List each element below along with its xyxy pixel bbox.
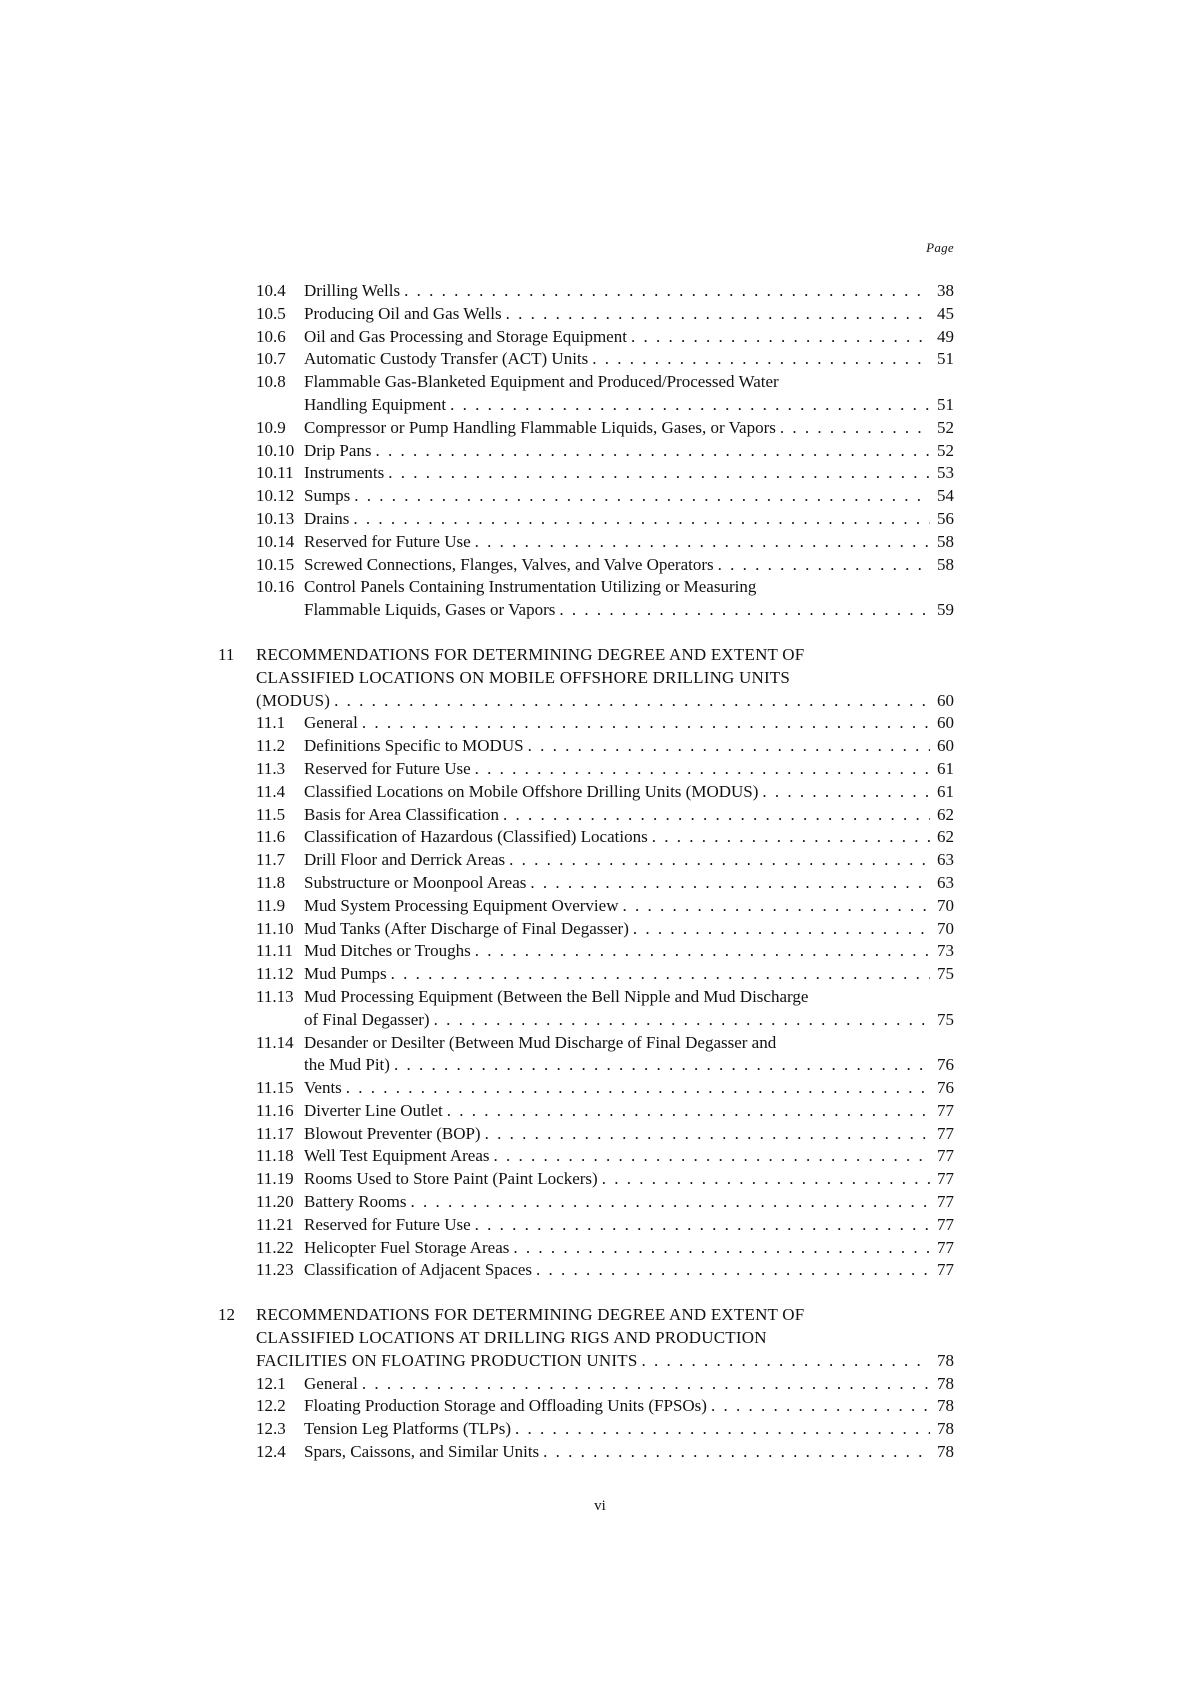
page-ref: 78 — [937, 1350, 954, 1370]
entry-title: Mud Tanks (After Discharge of Final Degasser) — [304, 918, 629, 938]
toc-entry-row[interactable] — [256, 1441, 954, 1464]
dot-leader — [354, 485, 930, 508]
page-ref: 61 — [937, 758, 954, 778]
toc-entry-row[interactable] — [256, 348, 954, 371]
entry-title: Reserved for Future Use — [304, 758, 471, 778]
section-title: CLASSIFIED LOCATIONS ON MOBILE OFFSHORE DRILLING UNITS — [256, 667, 791, 687]
toc-section-row[interactable] — [256, 667, 954, 690]
entry-number: 11.5 — [256, 804, 286, 824]
entry-title: Floating Production Storage and Offloading Units (FPSOs) — [304, 1396, 707, 1416]
page-number: vi — [594, 1498, 606, 1514]
entry-number: 11.23 — [256, 1260, 294, 1280]
entry-number: 11.8 — [256, 872, 286, 892]
toc-entry-row[interactable] — [256, 1100, 954, 1123]
toc-entry-row[interactable] — [256, 599, 954, 622]
dot-leader — [376, 440, 930, 463]
dot-leader — [353, 508, 930, 531]
entry-title: Drill Floor and Derrick Areas — [304, 850, 506, 870]
section-number: 12 — [218, 1305, 235, 1325]
entry-title: Vents — [304, 1078, 342, 1098]
entry-title: Compressor or Pump Handling Flammable Liquids, Gases, or Vapors — [304, 417, 776, 437]
toc-entry-row[interactable] — [256, 1237, 954, 1260]
dot-leader — [509, 849, 930, 872]
toc-entry-row[interactable] — [256, 371, 954, 394]
entry-number: 11.11 — [256, 941, 293, 961]
toc-entry-row[interactable] — [256, 1009, 954, 1032]
entry-title: Definitions Specific to MODUS — [304, 736, 524, 756]
page-ref: 77 — [937, 1146, 954, 1166]
dot-leader — [334, 690, 930, 713]
toc-entry-row[interactable] — [256, 1259, 954, 1282]
entry-number: 10.11 — [256, 463, 294, 483]
dot-leader — [515, 1418, 930, 1441]
page-ref: 78 — [937, 1419, 954, 1439]
entry-number: 11.7 — [256, 850, 286, 870]
toc-entry-row[interactable] — [256, 781, 954, 804]
entry-title: Rooms Used to Store Paint (Paint Lockers) — [304, 1169, 598, 1189]
page-ref: 77 — [937, 1192, 954, 1212]
entry-title: Flammable Gas-Blanketed Equipment and Produced/Processed Water — [304, 372, 779, 392]
dot-leader — [513, 1237, 930, 1260]
page-ref: 52 — [937, 440, 954, 460]
dot-leader — [528, 735, 930, 758]
entry-title: Drains — [304, 508, 350, 528]
table-of-contents — [218, 280, 954, 1464]
dot-leader — [475, 531, 930, 554]
dot-leader — [475, 758, 930, 781]
entry-title: Classified Locations on Mobile Offshore Drilling Units (MODUS) — [304, 781, 759, 801]
toc-entry-row[interactable] — [256, 804, 954, 827]
page-ref: 51 — [937, 394, 954, 414]
page-ref: 56 — [937, 508, 954, 528]
dot-leader — [762, 781, 930, 804]
section-title: FACILITIES ON FLOATING PRODUCTION UNITS — [256, 1350, 638, 1370]
section-title: CLASSIFIED LOCATIONS AT DRILLING RIGS AND PRODUCTION — [256, 1328, 767, 1348]
dot-leader — [434, 1009, 930, 1032]
toc-entry-row[interactable] — [256, 963, 954, 986]
page-ref: 75 — [937, 1009, 954, 1029]
entry-number: 11.2 — [256, 736, 286, 756]
dot-leader — [503, 804, 930, 827]
dot-leader — [530, 872, 930, 895]
toc-entry-row[interactable] — [256, 1054, 954, 1077]
toc-entry-row[interactable] — [256, 735, 954, 758]
page-ref: 52 — [937, 417, 954, 437]
toc-entry-row[interactable] — [256, 1191, 954, 1214]
page-ref: 63 — [937, 872, 954, 892]
page-ref: 58 — [937, 531, 954, 551]
toc-entry-row[interactable] — [256, 554, 954, 577]
entry-title: Drip Pans — [304, 440, 372, 460]
page-ref: 77 — [937, 1123, 954, 1143]
dot-leader — [475, 940, 930, 963]
toc-section-row[interactable] — [218, 1304, 954, 1327]
entry-title: Battery Rooms — [304, 1192, 407, 1212]
toc-entry-row[interactable] — [256, 918, 954, 941]
entry-title: Desander or Desilter (Between Mud Discharge of Final Degasser and — [304, 1032, 777, 1052]
toc-entry-row[interactable] — [256, 508, 954, 531]
entry-number: 12.2 — [256, 1396, 286, 1416]
entry-number: 11.17 — [256, 1123, 294, 1143]
toc-entry-row[interactable] — [256, 576, 954, 599]
toc-entry-row[interactable] — [256, 326, 954, 349]
dot-leader — [346, 1077, 930, 1100]
entry-number: 10.13 — [256, 508, 295, 528]
toc-entry-row[interactable] — [256, 895, 954, 918]
entry-number: 10.14 — [256, 531, 295, 551]
dot-leader — [536, 1259, 930, 1282]
entry-number: 11.14 — [256, 1032, 294, 1052]
entry-number: 11.3 — [256, 758, 286, 778]
entry-title: Automatic Custody Transfer (ACT) Units — [304, 349, 589, 369]
dot-leader — [506, 303, 930, 326]
dot-leader — [543, 1441, 930, 1464]
entry-number: 11.6 — [256, 827, 286, 847]
toc-entry-row[interactable] — [256, 872, 954, 895]
entry-number: 12.4 — [256, 1442, 286, 1462]
toc-entry-row[interactable] — [256, 1395, 954, 1418]
entry-number: 11.16 — [256, 1100, 294, 1120]
dot-leader — [494, 1145, 930, 1168]
page-ref: 58 — [937, 554, 954, 574]
dot-leader — [652, 826, 930, 849]
toc-section-row[interactable] — [218, 644, 954, 667]
entry-title: Helicopter Fuel Storage Areas — [304, 1237, 510, 1257]
dot-leader — [388, 462, 930, 485]
page-ref: 49 — [937, 326, 954, 346]
page-ref: 45 — [937, 303, 954, 323]
toc-entry-row[interactable] — [256, 531, 954, 554]
section-title: RECOMMENDATIONS FOR DETERMINING DEGREE AND EXTENT OF — [256, 1305, 805, 1325]
entry-number: 10.4 — [256, 281, 286, 300]
entry-title: Drilling Wells — [304, 281, 401, 300]
entry-title: Handling Equipment — [304, 394, 447, 414]
toc-entry-row[interactable] — [256, 394, 954, 417]
dot-leader — [475, 1214, 930, 1237]
page-ref: 73 — [937, 941, 954, 961]
section-number: 11 — [218, 644, 235, 664]
page-ref: 38 — [937, 281, 954, 300]
entry-number: 11.20 — [256, 1192, 294, 1212]
section-title: (MODUS) — [256, 690, 331, 710]
dot-leader — [718, 554, 930, 577]
entry-title: Tension Leg Platforms (TLPs) — [304, 1419, 512, 1439]
dot-leader — [711, 1395, 930, 1418]
toc-entry-row[interactable] — [256, 849, 954, 872]
dot-leader — [631, 326, 930, 349]
page-ref: 78 — [937, 1442, 954, 1462]
entry-title: Mud System Processing Equipment Overview — [304, 895, 619, 915]
section-gap — [256, 622, 954, 644]
toc-entry-row[interactable] — [256, 1418, 954, 1441]
page-column-label: Page — [926, 240, 954, 255]
dot-leader — [780, 417, 930, 440]
entry-number: 11.13 — [256, 986, 294, 1006]
entry-title: Reserved for Future Use — [304, 531, 471, 551]
dot-leader — [602, 1168, 930, 1191]
toc-entry-row[interactable] — [256, 1145, 954, 1168]
toc-entry-row[interactable] — [256, 1032, 954, 1055]
entry-title: Blowout Preventer (BOP) — [304, 1123, 481, 1143]
page-ref: 59 — [937, 600, 954, 620]
entry-title: Reserved for Future Use — [304, 1214, 471, 1234]
entry-title: Classification of Adjacent Spaces — [304, 1260, 533, 1280]
dot-leader — [450, 394, 930, 417]
page-ref: 70 — [937, 918, 954, 938]
toc-entry-row[interactable] — [256, 1077, 954, 1100]
page-ref: 63 — [937, 850, 954, 870]
toc-entry-row[interactable] — [256, 280, 954, 303]
page-ref: 60 — [937, 690, 954, 710]
toc-entry-row[interactable] — [256, 1123, 954, 1146]
entry-title: Oil and Gas Processing and Storage Equipment — [304, 326, 627, 346]
dot-leader — [410, 1191, 930, 1214]
toc-entry-row[interactable] — [256, 1373, 954, 1396]
entry-number: 10.10 — [256, 440, 295, 460]
entry-title: Mud Processing Equipment (Between the Bell Nipple and Mud Discharge — [304, 986, 809, 1006]
entry-number: 11.21 — [256, 1214, 294, 1234]
entry-title: General — [304, 713, 358, 733]
entry-title: Screwed Connections, Flanges, Valves, and Valve Operators — [304, 554, 714, 574]
entry-title: of Final Degasser) — [304, 1009, 430, 1029]
entry-number: 10.7 — [256, 349, 286, 369]
toc-entry-row[interactable] — [256, 826, 954, 849]
entry-number: 10.12 — [256, 486, 295, 506]
entry-number: 10.16 — [256, 577, 295, 597]
entry-number: 11.1 — [256, 713, 286, 733]
entry-title: Mud Ditches or Troughs — [304, 941, 471, 961]
entry-number: 11.18 — [256, 1146, 294, 1166]
page-ref: 77 — [937, 1100, 954, 1120]
entry-title: Instruments — [304, 463, 385, 483]
entry-title: General — [304, 1373, 358, 1393]
page-ref: 51 — [937, 349, 954, 369]
page-ref: 62 — [937, 827, 954, 847]
entry-number: 11.12 — [256, 964, 294, 984]
entry-number: 10.5 — [256, 303, 286, 323]
section-gap — [256, 1282, 954, 1304]
toc-entry-row[interactable] — [256, 303, 954, 326]
page-ref: 78 — [937, 1373, 954, 1393]
page-ref: 77 — [937, 1260, 954, 1280]
dot-leader — [622, 895, 930, 918]
toc-entry-row[interactable] — [256, 440, 954, 463]
entry-title: Mud Pumps — [304, 964, 387, 984]
entry-number: 11.10 — [256, 918, 294, 938]
entry-title: Well Test Equipment Areas — [304, 1146, 490, 1166]
dot-leader — [362, 712, 930, 735]
entry-title: Flammable Liquids, Gases or Vapors — [304, 600, 556, 620]
entry-number: 11.15 — [256, 1078, 294, 1098]
dot-leader — [485, 1123, 930, 1146]
entry-title: Spars, Caissons, and Similar Units — [304, 1442, 540, 1462]
entry-title: Diverter Line Outlet — [304, 1100, 443, 1120]
dot-leader — [559, 599, 930, 622]
entry-title: Substructure or Moonpool Areas — [304, 872, 527, 892]
toc-section-row[interactable] — [256, 1327, 954, 1350]
page-ref: 53 — [937, 463, 954, 483]
page-ref: 54 — [937, 486, 954, 506]
dot-leader — [362, 1373, 930, 1396]
dot-leader — [404, 280, 930, 303]
entry-number: 10.9 — [256, 417, 286, 437]
page-ref: 60 — [937, 736, 954, 756]
entry-title: the Mud Pit) — [304, 1055, 390, 1075]
page-ref: 78 — [937, 1396, 954, 1416]
dot-leader — [391, 963, 930, 986]
page-ref: 60 — [937, 713, 954, 733]
entry-title: Basis for Area Classification — [304, 804, 499, 824]
toc-entry-row[interactable] — [256, 1168, 954, 1191]
dot-leader — [394, 1054, 930, 1077]
toc-entry-row[interactable] — [256, 986, 954, 1009]
section-title: RECOMMENDATIONS FOR DETERMINING DEGREE AND EXTENT OF — [256, 644, 805, 664]
dot-leader — [447, 1100, 930, 1123]
page-ref: 76 — [937, 1055, 954, 1075]
toc-entry-row[interactable] — [256, 1214, 954, 1237]
dot-leader — [633, 918, 930, 941]
page-ref: 62 — [937, 804, 954, 824]
entry-number: 11.4 — [256, 781, 286, 801]
toc-section-row[interactable] — [256, 1350, 954, 1373]
entry-number: 12.3 — [256, 1419, 286, 1439]
entry-title: Producing Oil and Gas Wells — [304, 303, 502, 323]
entry-number: 10.15 — [256, 554, 295, 574]
page-ref: 76 — [937, 1078, 954, 1098]
toc-entry-row[interactable] — [256, 712, 954, 735]
page-ref: 61 — [937, 781, 954, 801]
page-ref: 77 — [937, 1237, 954, 1257]
toc-entry-row[interactable] — [256, 462, 954, 485]
entry-number: 11.19 — [256, 1169, 294, 1189]
page-ref: 70 — [937, 895, 954, 915]
entry-number: 10.6 — [256, 326, 286, 346]
toc-section-row[interactable] — [256, 690, 954, 713]
page-ref: 75 — [937, 964, 954, 984]
entry-title: Control Panels Containing Instrumentation Utilizing or Measuring — [304, 577, 757, 597]
entry-number: 10.8 — [256, 372, 286, 392]
entry-title: Sumps — [304, 486, 351, 506]
toc-entry-row[interactable] — [256, 940, 954, 963]
toc-entry-row[interactable] — [256, 417, 954, 440]
entry-number: 12.1 — [256, 1373, 286, 1393]
dot-leader — [592, 348, 930, 371]
dot-leader — [641, 1350, 930, 1373]
page-ref: 77 — [937, 1169, 954, 1189]
page-ref: 77 — [937, 1214, 954, 1234]
toc-entry-row[interactable] — [256, 485, 954, 508]
toc-entry-row[interactable] — [256, 758, 954, 781]
entry-title: Classification of Hazardous (Classified) Locations — [304, 827, 648, 847]
entry-number: 11.22 — [256, 1237, 294, 1257]
entry-number: 11.9 — [256, 895, 286, 915]
